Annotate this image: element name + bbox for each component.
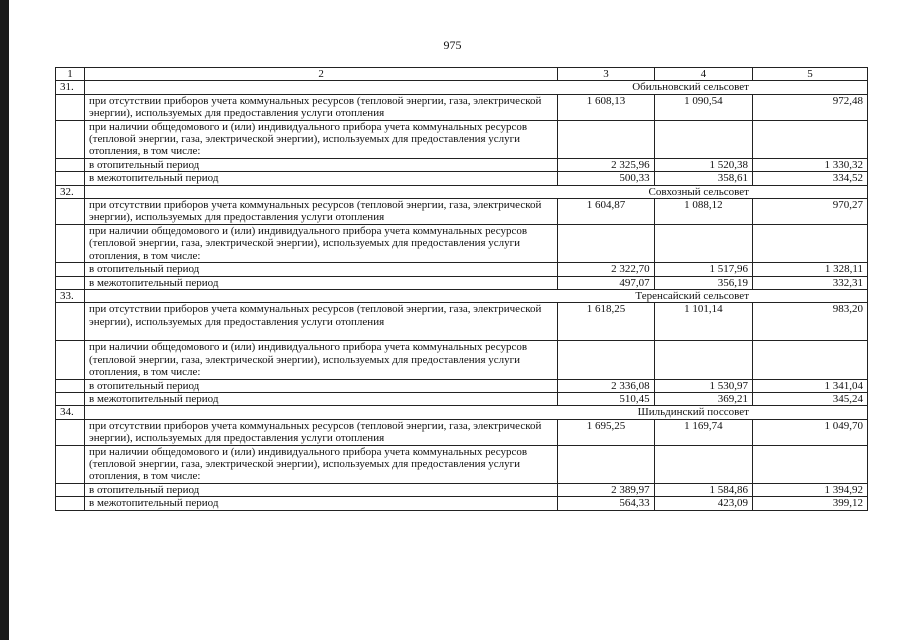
value-col5: 334,52 <box>753 172 868 185</box>
value-col4: 369,21 <box>654 392 752 405</box>
row-label: при наличии общедомового и (или) индивидуального прибора учета коммунальных ресурсов (тепловой энергии, газа, электрической энергии), используемых для предоставления услуги отопления, в том числе: <box>85 120 558 158</box>
value-col5: 983,20 <box>753 303 868 341</box>
table-row <box>56 303 868 341</box>
value-col5: 1 341,04 <box>753 379 868 392</box>
row-label: при отсутствии приборов учета коммунальных ресурсов (тепловой энергии, газа, электрической энергии), используемых для предоставления услуги отопления <box>85 199 558 225</box>
value-col4: 1 530,97 <box>654 379 752 392</box>
value-col5: 332,31 <box>753 276 868 289</box>
table-row <box>56 224 868 262</box>
value-col3: 2 389,97 <box>558 483 654 496</box>
section-name: Обильновский сельсовет <box>85 81 868 94</box>
value-col3: 1 608,13 <box>558 94 654 120</box>
header-cell-2: 2 <box>85 68 558 81</box>
value-col3: 2 336,08 <box>558 379 654 392</box>
row-label: в отопительный период <box>85 263 558 276</box>
value-col5: 399,12 <box>753 497 868 510</box>
table-row <box>56 483 868 496</box>
section-row <box>56 406 868 419</box>
section-name: Совхозный сельсовет <box>85 185 868 198</box>
section-name: Теренсайский сельсовет <box>85 289 868 302</box>
value-col3: 497,07 <box>558 276 654 289</box>
value-col5: 1 328,11 <box>753 263 868 276</box>
value-col3: 564,33 <box>558 497 654 510</box>
table-row <box>56 419 868 445</box>
value-col3: 500,33 <box>558 172 654 185</box>
row-label: в отопительный период <box>85 158 558 171</box>
row-label: при наличии общедомового и (или) индивидуального прибора учета коммунальных ресурсов (тепловой энергии, газа, электрической энергии), используемых для предоставления услуги отопления, в том числе: <box>85 341 558 379</box>
value-col4: 1 169,74 <box>654 419 752 445</box>
value-col3: 1 618,25 <box>558 303 654 341</box>
value-col5: 345,24 <box>753 392 868 405</box>
value-col3: 510,45 <box>558 392 654 405</box>
value-col3: 1 604,87 <box>558 199 654 225</box>
section-number: 32. <box>56 185 85 198</box>
header-cell-3: 3 <box>558 68 654 81</box>
scan-edge-bar <box>0 0 9 640</box>
value-col3: 1 695,25 <box>558 419 654 445</box>
row-label: при наличии общедомового и (или) индивидуального прибора учета коммунальных ресурсов (тепловой энергии, газа, электрической энергии), используемых для предоставления услуги отопления, в том числе: <box>85 445 558 483</box>
table-row <box>56 341 868 379</box>
value-col5: 1 394,92 <box>753 483 868 496</box>
table-row <box>56 172 868 185</box>
row-label: в отопительный период <box>85 483 558 496</box>
table-row <box>56 263 868 276</box>
table-row <box>56 94 868 120</box>
section-row <box>56 185 868 198</box>
section-number: 34. <box>56 406 85 419</box>
value-col4: 1 520,38 <box>654 158 752 171</box>
header-cell-5: 5 <box>753 68 868 81</box>
value-col5: 1 330,32 <box>753 158 868 171</box>
table-row <box>56 379 868 392</box>
value-col4: 1 584,86 <box>654 483 752 496</box>
table-row <box>56 497 868 510</box>
header-row <box>56 68 868 81</box>
row-label: при отсутствии приборов учета коммунальных ресурсов (тепловой энергии, газа, электрической энергии), используемых для предоставления услуги отопления <box>85 419 558 445</box>
row-label: при отсутствии приборов учета коммунальных ресурсов (тепловой энергии, газа, электрической энергии), используемых для предоставления услуги отопления <box>85 94 558 120</box>
page-number: 975 <box>443 38 462 52</box>
value-col4: 356,19 <box>654 276 752 289</box>
row-label: при наличии общедомового и (или) индивидуального прибора учета коммунальных ресурсов (тепловой энергии, газа, электрической энергии), используемых для предоставления услуги отопления, в том числе: <box>85 224 558 262</box>
value-col4: 1 101,14 <box>654 303 752 341</box>
table-row <box>56 199 868 225</box>
section-name: Шильдинский поссовет <box>85 406 868 419</box>
row-label: в отопительный период <box>85 379 558 392</box>
row-label: в межотопительный период <box>85 392 558 405</box>
section-row <box>56 289 868 302</box>
row-label: при отсутствии приборов учета коммунальных ресурсов (тепловой энергии, газа, электрической энергии), используемых для предоставления услуги отопления <box>85 303 558 341</box>
value-col4: 1 517,96 <box>654 263 752 276</box>
value-col3: 2 325,96 <box>558 158 654 171</box>
table-row <box>56 445 868 483</box>
section-number: 33. <box>56 289 85 302</box>
value-col5: 970,27 <box>753 199 868 225</box>
value-col4: 358,61 <box>654 172 752 185</box>
value-col5: 1 049,70 <box>753 419 868 445</box>
row-label: в межотопительный период <box>85 497 558 510</box>
section-row <box>56 81 868 94</box>
row-label: в межотопительный период <box>85 172 558 185</box>
header-cell-4: 4 <box>654 68 752 81</box>
table-row <box>56 120 868 158</box>
table-row <box>56 392 868 405</box>
value-col4: 423,09 <box>654 497 752 510</box>
tariff-table <box>55 67 868 511</box>
value-col5: 972,48 <box>753 94 868 120</box>
value-col3: 2 322,70 <box>558 263 654 276</box>
section-number: 31. <box>56 81 85 94</box>
value-col4: 1 090,54 <box>654 94 752 120</box>
table-row <box>56 276 868 289</box>
value-col4: 1 088,12 <box>654 199 752 225</box>
row-label: в межотопительный период <box>85 276 558 289</box>
header-cell-1: 1 <box>56 68 85 81</box>
table-row <box>56 158 868 171</box>
